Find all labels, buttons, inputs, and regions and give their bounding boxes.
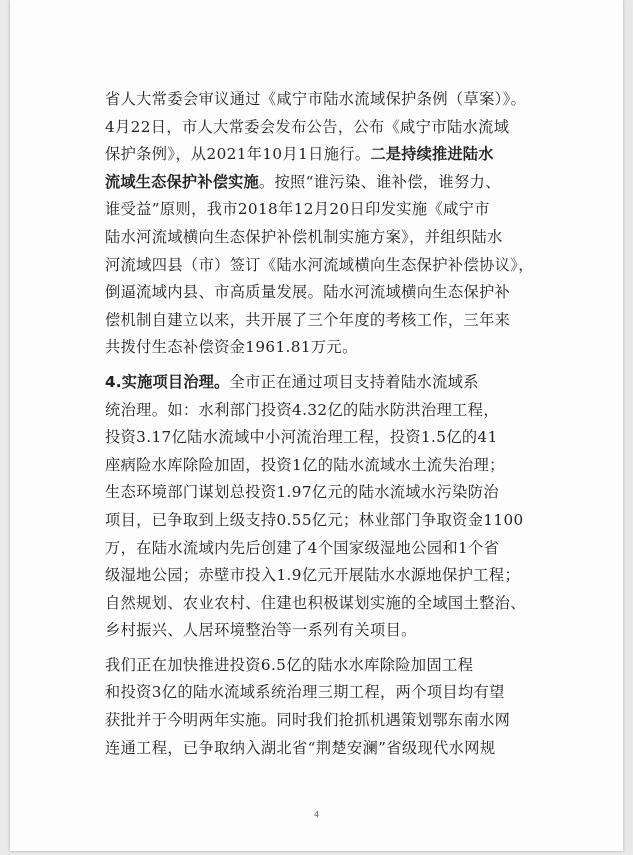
- text-line: [105, 424, 535, 452]
- line-text: 生态环境部门谋划总投资1.97亿元的陆水流域水污染防治: [105, 483, 499, 502]
- line-text: 谁受益”原则，我市2018年12月20日印发实施《咸宁市: [105, 200, 490, 219]
- line-text: 省人大常委会审议通过《咸宁市陆水流域保护条例（草案）》。: [105, 90, 527, 108]
- page-number: 4: [313, 810, 320, 819]
- text-line: [105, 307, 535, 335]
- text-line: [105, 562, 535, 590]
- text-line: [105, 397, 535, 425]
- text-line: [105, 652, 535, 680]
- line-text: 陆水河流域横向生态保护补偿机制实施方案》，并组织陆水: [105, 227, 503, 246]
- line-text: 全市正在通过项目支持着陆水流域系: [229, 372, 479, 391]
- text-line: [105, 86, 535, 114]
- text-line: [105, 507, 535, 535]
- line-text: 共拨付生态补偿资金1961.81万元。: [105, 338, 358, 357]
- text-line: [105, 735, 535, 763]
- bold-text: 流域生态保护补偿实施: [105, 172, 259, 191]
- text-line: [105, 196, 535, 224]
- line-text: 座病险水库除险加固，投资1亿的陆水流域水土流失治理；: [105, 455, 505, 474]
- paragraph-gap: [105, 362, 535, 369]
- line-text: 万，在陆水流域内先后创建了4个国家级湿地公园和1个省: [105, 538, 500, 557]
- text-line: [105, 169, 535, 197]
- line-text: 乡村振兴、人居环境整治等一系列有关项目。: [105, 621, 417, 640]
- bold-text: 4.实施项目治理。: [105, 372, 230, 391]
- line-text: 倒逼流域内县、市高质量发展。陆水河流域横向生态保护补: [105, 283, 511, 302]
- line-text: 河流域四县（市）签订《陆水河流域横向生态保护补偿协议》，: [105, 255, 534, 274]
- text-line: [105, 452, 535, 480]
- text-line: [105, 114, 535, 142]
- text-line: [105, 334, 535, 362]
- line-text: 4月22日，市人大常委会发布公告，公布《咸宁市陆水流域: [105, 117, 510, 136]
- line-text: 项目，已争取到上级支持0.55亿元；林业部门争取资金1100: [105, 510, 524, 529]
- line-text: 。按照“谁污染、谁补偿，谁努力、: [258, 172, 501, 191]
- line-text: 我们正在加快推进投资6.5亿的陆水水库除险加固工程: [105, 655, 474, 674]
- text-line: [105, 224, 535, 252]
- text-line: [105, 369, 535, 397]
- text-line: [105, 707, 535, 735]
- text-line: [105, 252, 535, 280]
- document-page: [10, 0, 623, 851]
- line-text: 偿机制自建立以来，共开展了三个年度的考核工作，三年来: [105, 310, 511, 329]
- text-line: [105, 479, 535, 507]
- line-text: 连通工程，已争取纳入湖北省“荆楚安澜”省级现代水网规: [105, 738, 496, 757]
- text-line: [105, 590, 535, 618]
- text-line: [105, 535, 535, 563]
- text-line: [105, 679, 535, 707]
- line-text: 保护条例》，从2021年10月1日施行。: [105, 145, 371, 164]
- paragraph-gap: [105, 645, 535, 652]
- bold-text: 二是持续推进陆水: [370, 145, 494, 164]
- line-text: 统治理。如：水利部门投资4.32亿的陆水防洪治理工程，: [105, 400, 499, 419]
- document-body: [105, 86, 535, 762]
- line-text: 级湿地公园；赤壁市投入1.9亿元开展陆水水源地保护工程；: [105, 566, 521, 585]
- line-text: 获批并于今明两年实施。同时我们抢抓机遇策划鄂东南水网: [105, 711, 511, 730]
- line-text: 投资3.17亿陆水流域中小河流治理工程，投资1.5亿的41: [105, 428, 498, 447]
- text-line: [105, 617, 535, 645]
- line-text: 和投资3亿的陆水流域系统治理三期工程，两个项目均有望: [105, 683, 505, 702]
- text-line: [105, 279, 535, 307]
- line-text: 自然规划、农业农村、住建也积极谋划实施的全域国土整治、: [105, 593, 526, 612]
- text-line: [105, 141, 535, 169]
